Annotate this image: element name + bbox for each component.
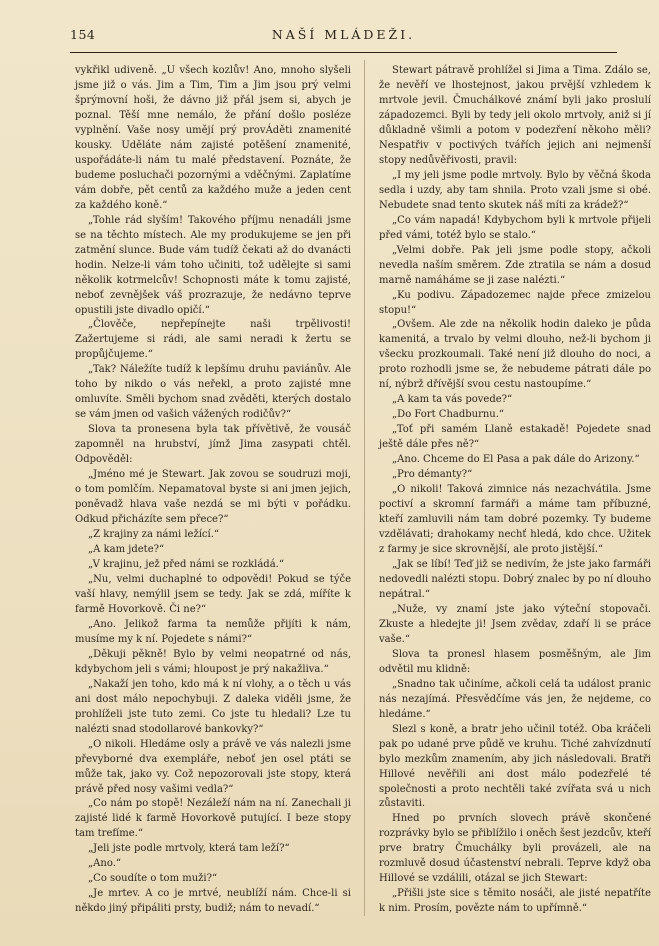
running-title: NAŠÍ MLÁDEŽI.: [271, 27, 416, 42]
paragraph: „Nuže, vy znamí jste jako výteční stopovači. Zkuste a hledejte ji! Jsem zvědav, zdaří li se práce vaše.“: [379, 603, 651, 645]
paragraph: „Jak se líbí! Teď již se nedivím, že jste jako farmáři nedovedli nalézti stopu. Dobrý znalec by po ní dlouho nepátral.“: [379, 558, 651, 600]
header-rule: [70, 52, 617, 53]
paragraph: „Ovšem. Ale zde na několik hodin daleko je půda kamenitá, a trvalo by velmi dlouho, než-li bychom ji všecku prozkoumali. Také není již dlouho do noci, a proto rozhodli jsme se, že nebudeme pátrati dále po ní, nýbrž dřívější svou cestu nastoupíme.“: [379, 319, 651, 391]
paragraph: „Nakaží jen toho, kdo má k ní vlohy, a o těch u vás ani dost málo nepochybuji. Z daleka viděli jsme, že prohlíželi jste tuto zemi. Co jste tu hledali? Lze tu nalézti snad stodollarové bankovky?“: [75, 678, 351, 735]
paragraph: „O nikoli. Hledáme osly a právě ve vás nalezli jsme převyborné dva exempláře, neboť jen osel ptáti se může tak, jako vy. Což nepozorovali jste stopy, která právě před nosy vašimi vedla?“: [75, 738, 351, 795]
paragraph: vykřikl udiveně. „U všech kozlův! Ano, mnoho slyšeli jsme již o vás. Jim a Tim, Tim a Jim jsou prý velmi šprýmovní hoši, že dávno již přál jsem si, abych je poznal. Těší mne nemálo, že přání došlo posléze vyplnění. Vaše nosy umějí prý provÁděti znamenité kousky. Uděláte nám zajisté potěšení znamenité, uspořádáte-li nám tu malé představení. Poznáte, že budeme posluchači pozornými a vděčnými. Zaplatíme vám dobře, pět centů za každého muže a jeden cent za každého koně.“: [75, 65, 351, 211]
paragraph: „A kam jdete?“: [88, 544, 165, 555]
paragraph: „Tak? Náležíte tudíž k lepšímu druhu paviánův. Ale toho by nikdo o vás neřekl, a proto zajisté mne omluvíte. Směli bychom snad zvěděti, kterých dostalo se vám jmen od vašich vážených rodičův?“: [75, 364, 351, 421]
paragraph: „A kam ta vás povede?“: [392, 394, 513, 406]
paragraph: „Ku podivu. Západozemec najde přece zmizelou stopu!“: [379, 289, 651, 316]
paragraph: „Snadno tak učiníme, ačkoli celá ta událost pranic nás nezajímá. Přesvědčíme vás jen, že nejdeme, co hledáme.“: [379, 678, 651, 720]
paragraph: Slova ta pronesena byla tak přívětivě, že vousáč zapomněl na hrubství, jímž Jima zasypati chtěl. Odpověděl:: [75, 424, 351, 466]
column-divider: [364, 60, 365, 916]
paragraph: „Co soudíte o tom muži?“: [88, 873, 218, 885]
paragraph: „I my jeli jsme podle mrtvoly. Bylo by věčná škoda sedla i uzdy, aby tam shnila. Proto vzali jsme si obé. Nebudete snad tento skutek náš míti za krádež?“: [379, 169, 651, 211]
paragraph: Slezl s koně, a bratr jeho učinil totéž. Oba kráčeli pak po udané prve půdě ve kruhu. Tiché zahvízdnutí bylo mezkům znamením, aby jich následovali. Bratři Hillové nevěřili ani dost málo podezřelé té společnosti a proto nechtěli také zvířata svá u nich zůstaviti.: [379, 723, 651, 810]
paragraph: „Co nám po stopě! Nezáleží nám na ní. Zanechali ji zajisté lidé k farmě Hovorkově putující. I beze stopy tam trefíme.“: [75, 798, 351, 840]
paragraph: „Je mrtev. A co je mrtvé, neublíží nám. Chce-li si někdo jiný připáliti prsty, budiž; nám to nevadí.“: [75, 888, 351, 915]
paragraph: „Děkuji pěkně! Bylo by velmi neopatrné od nás, kdybychom jeli s vámi; hloupost je prý nakažliva.“: [75, 648, 351, 675]
paragraph: „Co vám napadá! Kdybychom byli k mrtvole přijeli před vámi, totéž bylo se stalo.“: [379, 214, 651, 241]
paragraph: „Do Fort Chadburnu.“: [392, 409, 505, 421]
paragraph: „Člověče, nepřepínejte naši trpělivosti! Zažertujeme si rádi, ale sami neradi k žertu se propůjčujeme.“: [75, 319, 351, 361]
paragraph: „Ano.“: [88, 858, 121, 870]
paragraph: „Ano. Chceme do El Pasa a pak dále do Arizony.“: [392, 454, 640, 466]
paragraph: Hned po prvních slovech právě skončené rozprávky bylo se přiblížilo i oněch šest jezdcův, kteří prve bratry Čmuchálky byli provázeli, ale na rozmluvě dosud účastenství nebrali. Teprve když oba Hillové se vzdálili, otázal se jich Stewart:: [379, 813, 651, 885]
paragraph: Stewart pátravě prohlížel si Jima a Tima. Zdálo se, že nevěří ve lhostejnost, jakou prvější vzhledem k mrtvole jevil. Čmuchálkové známí byli jako proslulí západozemci. Byli by tedy jeli okolo mrtvoly, aniž si jí důkladně všimli a potom v podezření někoho měli? Nespatřiv v poctivých tvářích jejich ani nejmenší stopy nedůvěřivosti, pravil:: [379, 65, 651, 166]
paragraph: „Nu, velmi duchaplné to odpovědi! Pokud se týče vaší hlavy, nemýlil jsem se tedy. Jak se zdá, míříte k farmě Hovorkově. Či ne?“: [75, 573, 351, 615]
paragraph: „Jeli jste podle mrtvoly, která tam leží?“: [88, 843, 290, 855]
paragraph: „O nikoli! Taková zimnice nás nezachvátila. Jsme poctiví a skromní farmáři a máme tam příbuzné, kteří zamluvili nám tam dobré pozemky. Ty budeme vzdělávati; drahokamy nechť hledá, kdo chce. Užitek z farmy je sice skrovnější, ale proto jistější.“: [379, 484, 651, 555]
paragraph: „Ano. Jelikož farma ta nemůže přijíti k nám, musíme my k ní. Pojedete s námi?“: [75, 618, 351, 645]
paragraph: „V krajinu, jež před námi se rozkládá.“: [88, 558, 284, 570]
paragraph: „Přišli jste sice s těmito nosáči, ale jisté nepatříte k nim. Prosím, povězte nám to upřímně.“: [379, 888, 651, 915]
page-header: [70, 27, 617, 47]
paragraph: „Z krajiny za námi ležící.“: [88, 529, 220, 541]
paragraph: „Jméno mé je Stewart. Jak zovou se soudruzi moji, o tom pomlčím. Nepamatoval byste si ani jmen jejich, poněvadž hlava vaše nezdá se mi býti v pořádku. Odkud přicházíte sem přece?“: [75, 469, 351, 526]
left-column: [75, 64, 351, 917]
paragraph: „Toť při samém Llaně estakadě! Pojedete snad ještě dále přes ně?“: [379, 424, 651, 451]
paragraph: „Tohle rád slyším! Takového příjmu nenadáli jsme se na těchto místech. Ale my produkujeme se jen při zatmění slunce. Bude vám tudíž čekati až do dvanácti hodin. Nelze-li vám toho učiniti, tož udělejte si sami několik kotrmelcův! Schopnosti máte k tomu zajisté, neboť zevnějšek váš prozrazuje, že nedávno teprve opustili jste divadlo opičí.“: [75, 214, 351, 316]
page-number: 154: [70, 27, 96, 42]
paragraph: „Velmi dobře. Pak jeli jsme podle stopy, ačkoli nevedla naším směrem. Zde ztratila se nám a dosud marně namáháme se ji zase nalézti.“: [379, 244, 651, 286]
paragraph: „Pro démanty?“: [392, 469, 473, 481]
paragraph: Slova ta pronesl hlasem posměšným, ale Jim odvětil mu klidně:: [379, 648, 651, 675]
right-column: [379, 64, 651, 917]
